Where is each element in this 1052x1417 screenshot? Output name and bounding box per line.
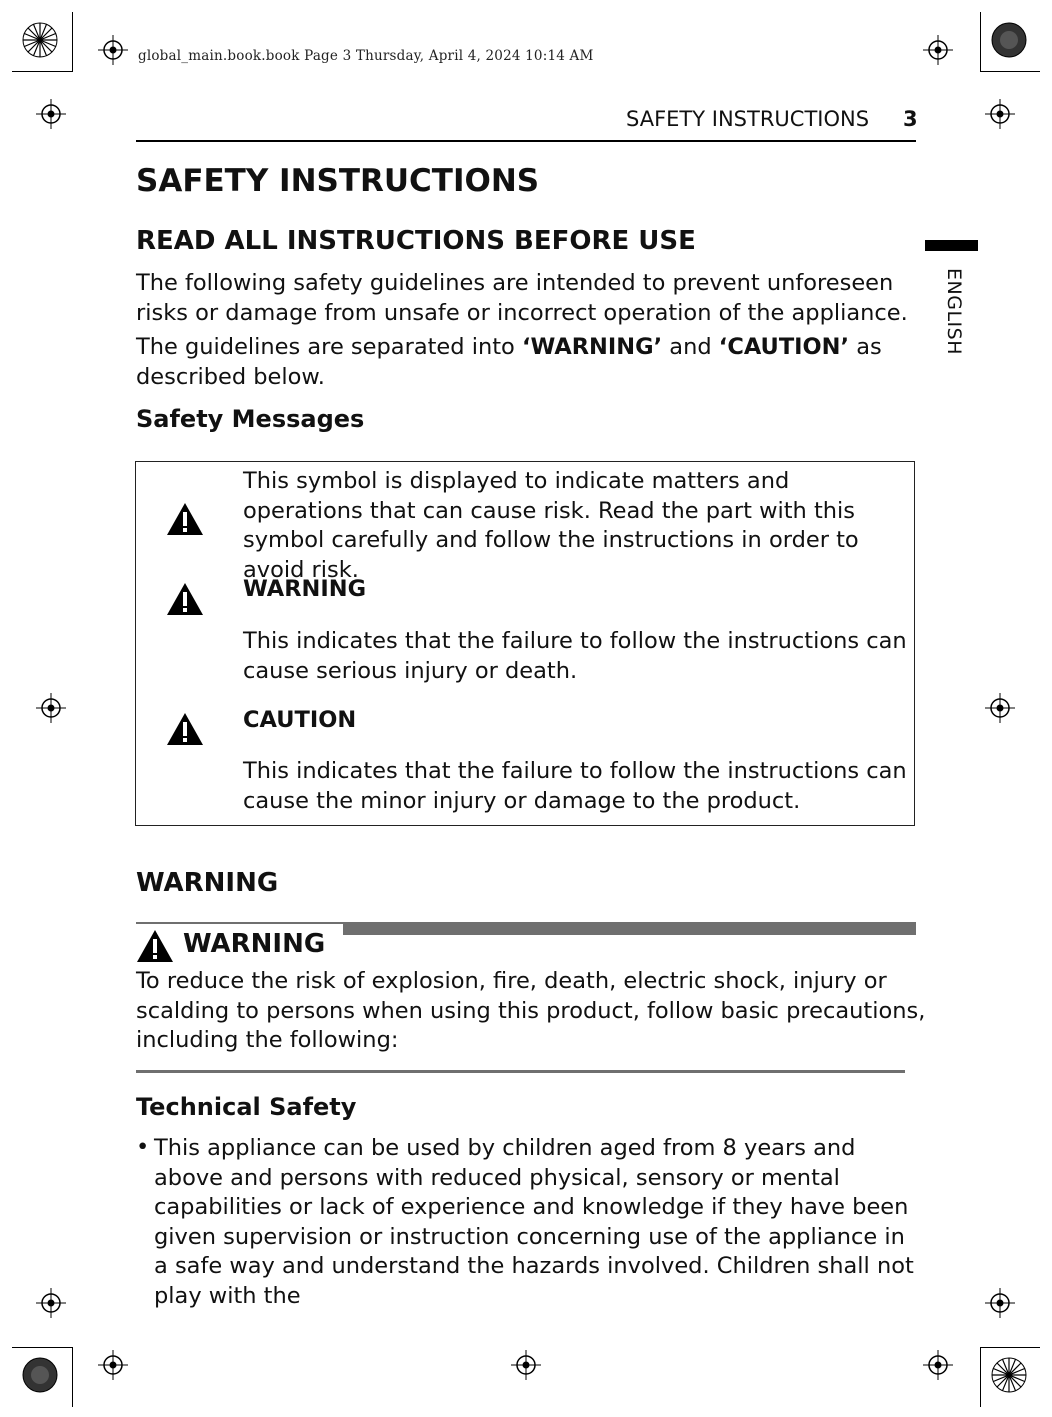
warning-banner-bar	[343, 922, 916, 935]
registration-mark-icon	[985, 693, 1015, 723]
warning-triangle-icon	[166, 581, 204, 617]
intro-paragraph: The following safety guidelines are intended to prevent unforeseen risks or damage from unsafe or incorrect operation of the appliance.	[136, 270, 908, 326]
registration-mark-icon	[98, 35, 128, 65]
warning-bottom-rule	[136, 1070, 905, 1073]
safety-messages-heading: Safety Messages	[136, 405, 365, 433]
crop-line	[980, 12, 981, 72]
registration-mark-icon	[923, 1350, 953, 1380]
crop-line	[72, 12, 73, 72]
intro-warning-term: ‘WARNING’	[521, 334, 663, 360]
registration-mark-icon	[36, 1288, 66, 1318]
intro-text: and	[662, 334, 719, 360]
page-title: SAFETY INSTRUCTIONS	[136, 163, 540, 199]
starburst-mark-icon	[991, 1357, 1027, 1393]
warning-banner-line	[136, 922, 343, 924]
warning-label: WARNING	[243, 576, 367, 602]
caution-label: CAUTION	[243, 707, 357, 733]
crop-line	[12, 71, 72, 72]
crop-line	[980, 1347, 981, 1407]
starburst-mark-icon	[22, 1357, 58, 1393]
language-tab-label: ENGLISH	[943, 268, 965, 355]
language-tab-bar	[925, 240, 978, 251]
slug-line: global_main.book.book Page 3 Thursday, April 4, 2024 10:14 AM	[138, 48, 594, 64]
intro-text: The guidelines are separated into	[136, 334, 522, 360]
registration-mark-icon	[923, 35, 953, 65]
registration-mark-icon	[985, 1288, 1015, 1318]
caution-description: This indicates that the failure to follow the instructions can cause the minor injury or damage to the product.	[243, 758, 907, 814]
crop-line	[72, 1347, 73, 1407]
registration-mark-icon	[98, 1350, 128, 1380]
warning-banner-label: WARNING	[183, 929, 326, 959]
crop-line	[980, 71, 1040, 72]
starburst-mark-icon	[991, 22, 1027, 58]
intro-text: as described below.	[136, 334, 882, 390]
crop-line	[12, 1347, 72, 1348]
warning-section-heading: WARNING	[136, 868, 279, 898]
registration-mark-icon	[36, 99, 66, 129]
warning-triangle-icon	[136, 929, 174, 963]
registration-mark-icon	[511, 1350, 541, 1380]
registration-mark-icon	[36, 693, 66, 723]
technical-safety-item: This appliance can be used by children aged from 8 years and above and persons with reduced physical, sensory or mental capabilities or lack of experience and knowledge if they have been given supervision or instruction concerning use of the appliance in a safe way and understand the hazards involved. Children shall not play with the	[154, 1135, 914, 1309]
header-rule	[136, 140, 916, 142]
warning-triangle-icon	[166, 501, 204, 537]
bullet-marker: •	[136, 1134, 150, 1160]
safety-messages-box	[135, 461, 915, 826]
warning-description: This indicates that the failure to follow the instructions can cause serious injury or death.	[243, 628, 907, 684]
caution-triangle-icon	[166, 711, 204, 747]
symbol-description: This symbol is displayed to indicate matters and operations that can cause risk. Read the part with this symbol carefully and follow the instructions in order to avoid risk.	[243, 468, 859, 583]
starburst-mark-icon	[22, 22, 58, 58]
technical-safety-heading: Technical Safety	[136, 1093, 357, 1121]
crop-line	[980, 1347, 1040, 1348]
registration-mark-icon	[985, 99, 1015, 129]
read-all-heading: READ ALL INSTRUCTIONS BEFORE USE	[136, 226, 696, 256]
running-header-title: SAFETY INSTRUCTIONS	[626, 107, 870, 131]
warning-text: To reduce the risk of explosion, fire, death, electric shock, injury or scalding to persons when using this product, follow basic precautions, including the following:	[136, 968, 926, 1053]
intro-paragraph-2	[136, 333, 926, 392]
intro-caution-term: ‘CAUTION’	[718, 334, 850, 360]
page-number: 3	[903, 107, 918, 131]
